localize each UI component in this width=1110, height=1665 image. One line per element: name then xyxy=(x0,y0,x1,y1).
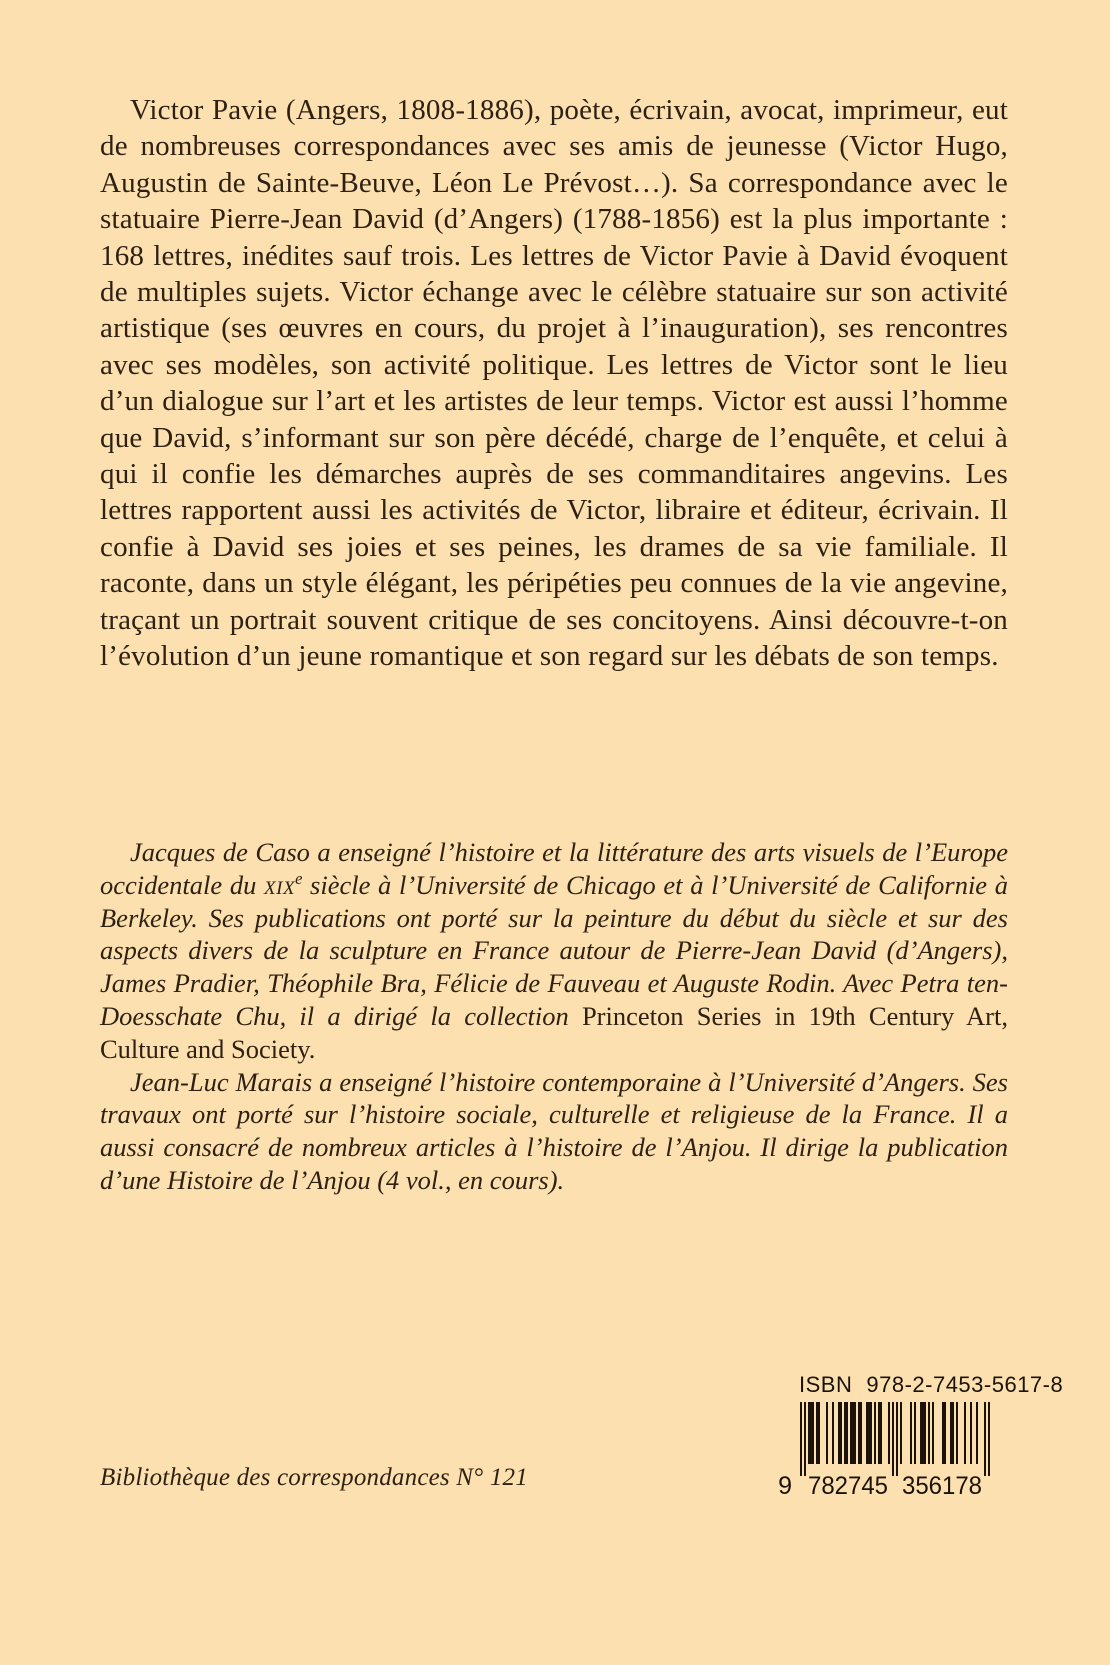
svg-text:9: 9 xyxy=(778,1472,792,1500)
isbn-number: 978-2-7453-5617-8 xyxy=(866,1372,1064,1397)
isbn-barcode-block xyxy=(778,1372,1064,1500)
isbn-line xyxy=(799,1372,1064,1398)
author-bio-jacques-de-caso: Jacques de Caso a enseigné l’histoire et la littérature des arts visuels de l’Europe occidentale du xix$^e$ siècle à l’Université de Chicago et à l’Université de Californie à Berkeley. Ses publications ont porté sur la peinture du début du siècle et sur des aspects divers de la sculpture en France autour de Pierre-Jean David (d’Angers), James Pradier, Théophile Bra, Félicie de Fauveau et Auguste Rodin. Avec Petra ten-Doesschate Chu, il a dirigé la collection Princeton Series in 19th Century Art, Culture and Society. xyxy=(100,837,1009,1064)
ean-barcode xyxy=(778,1402,990,1500)
synopsis-paragraph: Victor Pavie (Angers, 1808-1886), poète, écrivain, avocat, imprimeur, eut de nombreuses correspondances avec ses amis de jeunesse (Victor Hugo, Augustin de Sainte-Beuve, Léon Le Prévost…). Sa correspondance avec le statuaire Pierre-Jean David (d’Angers) (1788-1856) est la plus importante : 168 lettres, inédites sauf trois. Les lettres de Victor Pavie à David évoquent de multiples sujets. Victor échange avec le célèbre statuaire sur son activité artistique (ses œuvres en cours, du projet à l’inauguration), ses rencontres avec ses modèles, son activité politique. Les lettres de Victor sont le lieu d’un dialogue sur l’art et les artistes de leur temps. Victor est aussi l’homme que David, s’informant sur son père décédé, charge de l’enquête, et celui à qui il confie les démarches auprès de ses commanditaires angevins. Les lettres rapportent aussi les activités de Victor, libraire et éditeur, écrivain. Il confie à David ses joies et ses peines, les drames de sa vie familiale. Il raconte, dans un style élégant, les péripéties peu connues de la vie angevine, traçant un portrait souvent critique de ses concitoyens. Ainsi découvre-t-on l’évolution d’un jeune romantique et son regard sur les débats de son temps. xyxy=(100,94,1008,673)
series-title: Bibliothèque des correspondances N° 121 xyxy=(100,1464,528,1491)
author-bios xyxy=(100,836,1008,1197)
isbn-label: ISBN xyxy=(799,1372,853,1397)
svg-text:782745: 782745 xyxy=(808,1472,888,1500)
author-bio-jean-luc-marais: Jean-Luc Marais a enseigné l’histoire contemporaine à l’Université d’Angers. Ses travaux ont porté sur l’histoire sociale, culturelle et religieuse de la France. Il a aussi consacré de nombreux articles à l’histoire de l’Anjou. Il dirige la publication d’une Histoire de l’Anjou (4 vol., en cours). xyxy=(100,1066,1008,1195)
svg-text:356178: 356178 xyxy=(902,1472,982,1500)
